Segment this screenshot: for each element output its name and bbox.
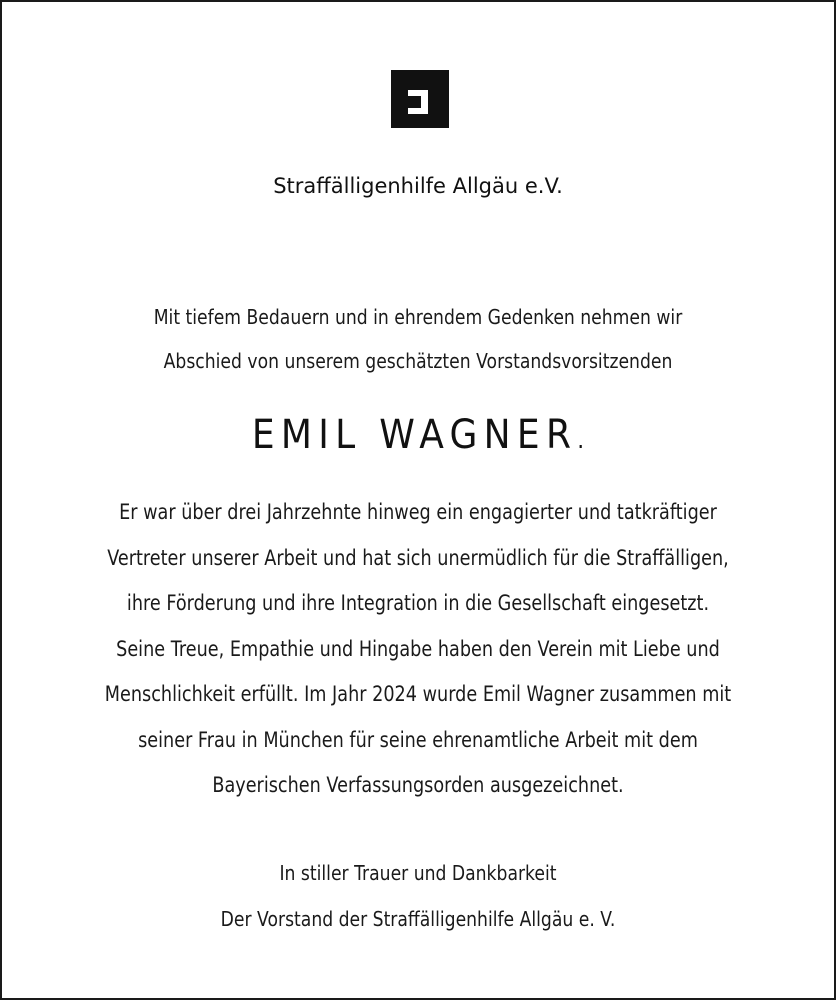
- deceased-name: EMIL WAGNER: [251, 412, 578, 458]
- tribute-line: Vertreter unserer Arbeit und hat sich unermüdlich für die Straffälligen,: [107, 545, 729, 570]
- deceased-name-heading: [44, 412, 793, 458]
- closing-signature: [60, 850, 776, 942]
- closing-line: Der Vorstand der Straffälligenhilfe Allgäu e. V.: [220, 907, 616, 931]
- tribute-line: Menschlichkeit erfüllt. Im Jahr 2024 wurde Emil Wagner zusammen mit: [104, 682, 732, 706]
- tribute-line: Er war über drei Jahrzehnte hinweg ein engagierter und tatkräftiger: [119, 500, 717, 524]
- intro-line: Abschied von unserem geschätzten Vorstandsvorsitzenden: [163, 349, 673, 373]
- closing-line: In stiller Trauer und Dankbarkeit: [279, 861, 557, 885]
- tribute-line: Bayerischen Verfassungsorden ausgezeichnet.: [212, 773, 624, 797]
- tribute-line: seiner Frau in München für seine ehrenamtliche Arbeit mit dem: [138, 727, 698, 752]
- tribute-line: Seine Treue, Empathie und Hingabe haben den Verein mit Liebe und: [116, 636, 720, 661]
- organization-name: Straffälligenhilfe Allgäu e.V.: [273, 174, 563, 198]
- tribute-line: ihre Förderung und ihre Integration in die Gesellschaft eingesetzt.: [126, 591, 710, 615]
- organization-logo-icon: [391, 70, 449, 128]
- tribute-text: [69, 490, 768, 809]
- intro-text: [60, 295, 776, 383]
- intro-line: Mit tiefem Bedauern und in ehrendem Gedenken nehmen wir: [153, 305, 683, 329]
- name-period: .: [577, 426, 585, 454]
